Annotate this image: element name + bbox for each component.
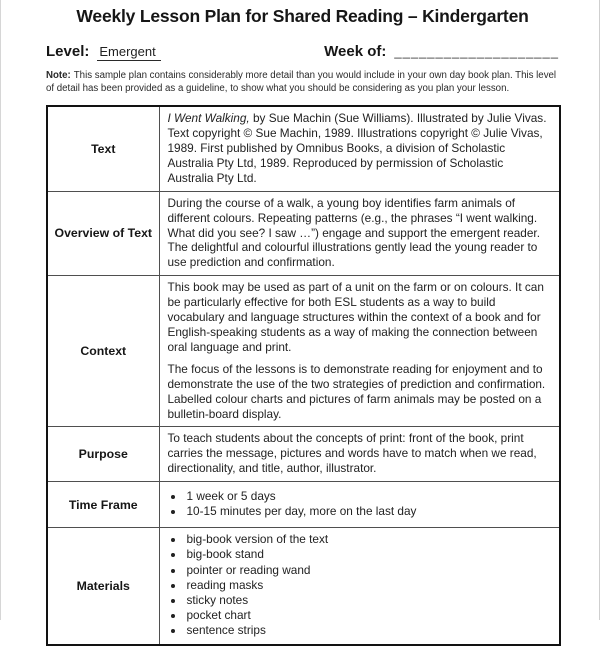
note-label: Note: [46,70,71,81]
row-label-overview: Overview of Text [47,191,159,276]
week-group [324,43,559,60]
row-label-context: Context [47,276,159,427]
row-label-purpose: Purpose [47,427,159,482]
lesson-plan-table [46,105,561,645]
row-label-materials: Materials [47,528,159,645]
table-row-overview [47,191,560,276]
table-row-text [47,106,560,191]
list-item: • sentence strips [185,623,552,638]
meta-row [46,43,559,61]
level-value: Emergent [97,44,160,61]
table-row-context [47,276,560,427]
row-label-timeframe: Time Frame [47,482,159,528]
table-row-timeframe [47,482,560,528]
timeframe-bullet-list [168,489,552,519]
table-row-purpose [47,427,560,482]
row-content-materials [159,528,560,645]
purpose-paragraph: To teach students about the concepts of print: front of the book, print carries the message, pictures and words have to match when we read, directionality, and title, author, illustrator. [167,431,537,476]
note-text: This sample plan contains considerably more detail than you would include in your own day book plan. This level of detail has been provided as a guideline, to show what you should be considering as you plan your lesson. [46,70,557,94]
row-content-overview [159,191,560,276]
level-label: Level: [46,43,90,60]
level-group [46,43,161,61]
row-content-timeframe [159,482,560,528]
page-title: Weekly Lesson Plan for Shared Reading – Kindergarten [76,6,529,26]
week-of-blank-line: ____________________ [394,44,559,59]
table-row-materials [47,528,560,645]
book-title-italic: I Went Walking, [167,111,250,126]
row-content-purpose [159,427,560,482]
context-paragraph-1: This book may be used as part of a unit on the farm or on colours. It can be particularly effective for both ESL students as a way to build vocabulary and language structures within the context of a book and for English-speaking students as a way of making the connection between oral language and print. [167,280,544,354]
list-item: • big-book version of the text [185,532,552,547]
list-item: • 1 week or 5 days [185,489,552,504]
row-content-text [159,106,560,191]
overview-paragraph: During the course of a walk, a young boy identifies farm animals of different colours. Repeating patterns (e.g., the phrases “I went walking. What did you see? I saw …”) engage and support the emergent reader. The delightful and colourful illustrations gently lead the young reader to use prediction and confirmation. [167,195,540,270]
list-item: • big-book stand [185,547,552,562]
list-item: • reading masks [185,578,552,593]
list-item: • sticky notes [185,593,552,608]
text-citation [168,111,552,186]
citation-rest: by Sue Machin (Sue Williams). Illustrated by Julie Vivas. Text copyright © Sue Machin, 1989. Illustrations copyright © Julie Vivas, 1989. First published by Omnibus Books, a division of Scholastic Australia Pty Ltd, 1989. Reproduced by permission of Scholastic Australia Pty Ltd. [167,111,547,185]
list-item: • pocket chart [185,608,552,623]
list-item: • 10-15 minutes per day, more on the last day [185,504,552,519]
note-paragraph [46,70,559,95]
week-of-label: Week of: [324,43,387,60]
list-item: • pointer or reading wand [185,563,552,578]
materials-bullet-list [168,532,552,638]
row-label-text: Text [47,106,159,191]
context-paragraph-2: The focus of the lessons is to demonstrate reading for enjoyment and to demonstrate the use of the two strategies of prediction and confirmation. Labelled colour charts and pictures of farm animals may be posted on a bulletin-board display. [167,361,546,421]
row-content-context [159,276,560,427]
